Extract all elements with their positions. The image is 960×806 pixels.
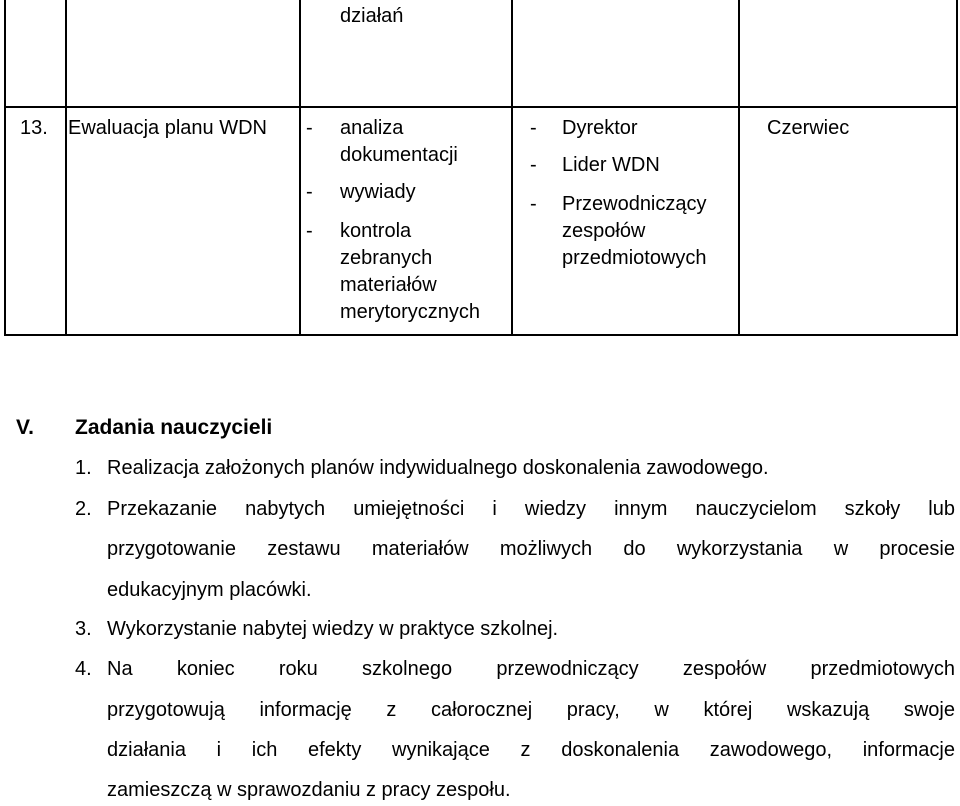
responsible-line: Przewodniczący (562, 193, 707, 215)
task-number: 4. (75, 658, 92, 680)
method-line: materiałów (340, 274, 437, 296)
method-line: wywiady (340, 181, 416, 203)
method-line: zebranych (340, 247, 433, 269)
deadline: Czerwiec (767, 117, 850, 139)
method-dash: - (306, 220, 313, 242)
responsible-line: przedmiotowych (562, 247, 707, 269)
table-row-divider (4, 106, 958, 108)
task-line: zamieszczą w sprawozdaniu z pracy zespołu. (107, 779, 511, 801)
prev-row-text: działań (340, 5, 404, 27)
method-dash: - (306, 181, 313, 203)
task-line: Na koniec roku szkolnego przewodniczący zespołów przedmiotowych (107, 658, 955, 680)
responsible-line: zespołów (562, 220, 646, 242)
table-border-col3 (511, 0, 513, 336)
task-number: 3. (75, 618, 92, 640)
section-number: V. (16, 416, 34, 439)
row-title: Ewaluacja planu WDN (68, 117, 267, 139)
task-line: działania i ich efekty wynikające z doskonalenia zawodowego, informacje (107, 739, 955, 761)
responsible-dash: - (530, 193, 537, 215)
responsible-dash: - (530, 117, 537, 139)
method-dash: - (306, 117, 313, 139)
responsible-line: Dyrektor (562, 117, 638, 139)
table-border-col2 (299, 0, 301, 336)
table-border-right (956, 0, 958, 336)
row-number: 13. (20, 117, 48, 139)
task-number: 2. (75, 498, 92, 520)
responsible-dash: - (530, 154, 537, 176)
table-border-col4 (738, 0, 740, 336)
method-line: analiza (340, 117, 404, 139)
table-border-left (4, 0, 6, 336)
responsible-line: Lider WDN (562, 154, 660, 176)
section-title: Zadania nauczycieli (75, 416, 273, 439)
table-border-bottom (4, 334, 958, 336)
task-line: Wykorzystanie nabytej wiedzy w praktyce szkolnej. (107, 618, 559, 640)
task-line: przygotowanie zestawu materiałów możliwych do wykorzystania w procesie (107, 538, 955, 560)
task-number: 1. (75, 457, 92, 479)
task-line: edukacyjnym placówki. (107, 579, 312, 601)
method-line: dokumentacji (340, 144, 458, 166)
table-border-col1 (65, 0, 67, 336)
method-line: merytorycznych (340, 301, 481, 323)
task-line: Przekazanie nabytych umiejętności i wiedzy innym nauczycielom szkoły lub (107, 498, 955, 520)
task-line: przygotowują informację z całorocznej pracy, w której wskazują swoje (107, 699, 955, 721)
task-line: Realizacja założonych planów indywidualnego doskonalenia zawodowego. (107, 457, 769, 479)
method-line: kontrola (340, 220, 412, 242)
